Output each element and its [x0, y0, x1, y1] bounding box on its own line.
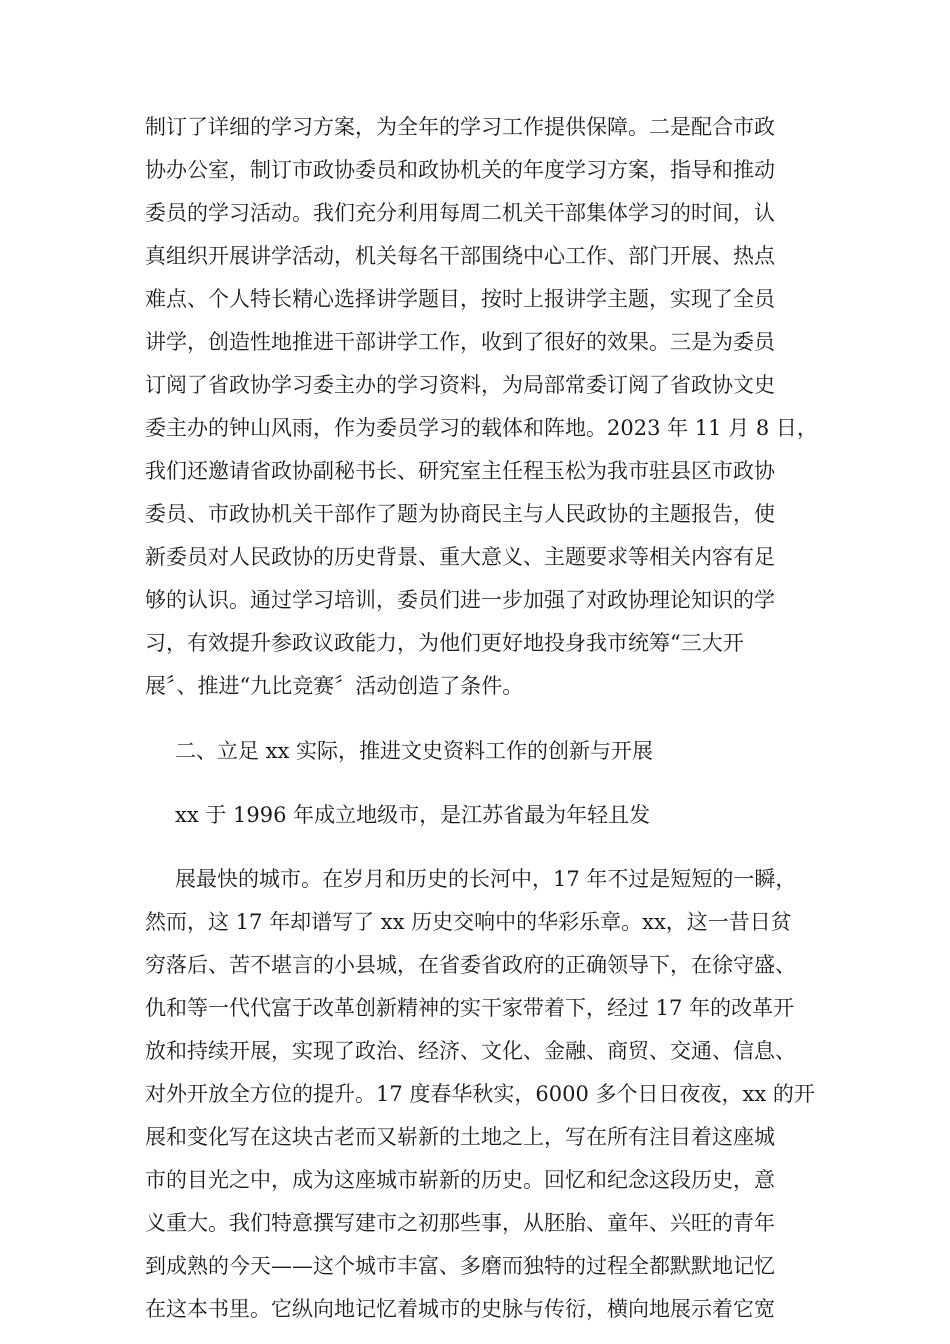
paragraph-line: 仇和等一代代富于改革创新精神的实干家带着下，经过 17 年的改革开: [145, 996, 795, 1020]
paragraph-line: 协办公室，制订市政协委员和政协机关的年度学习方案，指导和推动: [145, 158, 775, 182]
paragraph-line: 难点、个人特长精心选择讲学题目，按时上报讲学主题，实现了全员: [145, 287, 775, 311]
paragraph-line: 委员的学习活动。我们充分利用每周二机关干部集体学习的时间，认: [145, 201, 775, 225]
paragraph-line: 义重大。我们特意撰写建市之初那些事，从胚胎、童年、兴旺的青年: [145, 1211, 775, 1235]
paragraph-line: 对外开放全方位的提升。17 度春华秋实，6000 多个日日夜夜，xx 的开: [145, 1082, 815, 1106]
paragraph-line: 我们还邀请省政协副秘书长、研究室主任程玉松为我市驻县区市政协: [145, 459, 775, 483]
paragraph-line: 到成熟的今天——这个城市丰富、多磨而独特的过程全都默默地记忆: [145, 1254, 775, 1278]
paragraph-line: 展〞、推进“九比竞赛〞活动创造了条件。: [145, 674, 524, 698]
paragraph-line: 真组织开展讲学活动，机关每名干部围绕中心工作、部门开展、热点: [145, 244, 775, 268]
paragraph-line: 展和变化写在这块古老而又崭新的土地之上，写在所有注目着这座城: [145, 1125, 775, 1149]
paragraph-line: 委主办的钟山风雨，作为委员学习的载体和阵地。2023 年 11 月 8 日，: [145, 416, 818, 440]
paragraph-line: 新委员对人民政协的历史背景、重大意义、主题要求等相关内容有足: [145, 545, 775, 569]
paragraph-line: 习，有效提升参政议政能力，为他们更好地投身我市统筹“三大开: [145, 631, 744, 655]
paragraph-line: 放和持续开展，实现了政治、经济、文化、金融、商贸、交通、信息、: [145, 1039, 796, 1063]
paragraph-line: 展最快的城市。在岁月和历史的长河中，17 年不过是短短的一瞬，: [175, 867, 797, 891]
paragraph-line: 穷落后、苦不堪言的小县城，在省委省政府的正确领导下，在徐守盛、: [145, 953, 796, 977]
paragraph-line: 市的目光之中，成为这座城市崭新的历史。回忆和纪念这段历史，意: [145, 1168, 775, 1192]
intro-line: xx 于 1996 年成立地级市，是江苏省最为年轻且发: [175, 803, 651, 827]
paragraph-line: 够的认识。通过学习培训，委员们进一步加强了对政协理论知识的学: [145, 588, 775, 612]
paragraph-line: 然而，这 17 年却谱写了 xx 历史交响中的华彩乐章。xx，这一昔日贫: [145, 910, 792, 934]
paragraph-line: 委员、市政协机关干部作了题为协商民主与人民政协的主题报告，使: [145, 502, 775, 526]
paragraph-line: 订阅了省政协学习委主办的学习资料，为局部常委订阅了省政协文史: [145, 373, 775, 397]
paragraph-line: 讲学，创造性地推进干部讲学工作，收到了很好的效果。三是为委员: [145, 330, 775, 354]
paragraph-line: 在这本书里。它纵向地记忆着城市的史脉与传衍，横向地展示着它宽: [145, 1297, 775, 1321]
paragraph-line: 制订了详细的学习方案，为全年的学习工作提供保障。二是配合市政: [145, 115, 775, 139]
section-heading: 二、立足 xx 实际，推进文史资料工作的创新与开展: [175, 739, 654, 763]
